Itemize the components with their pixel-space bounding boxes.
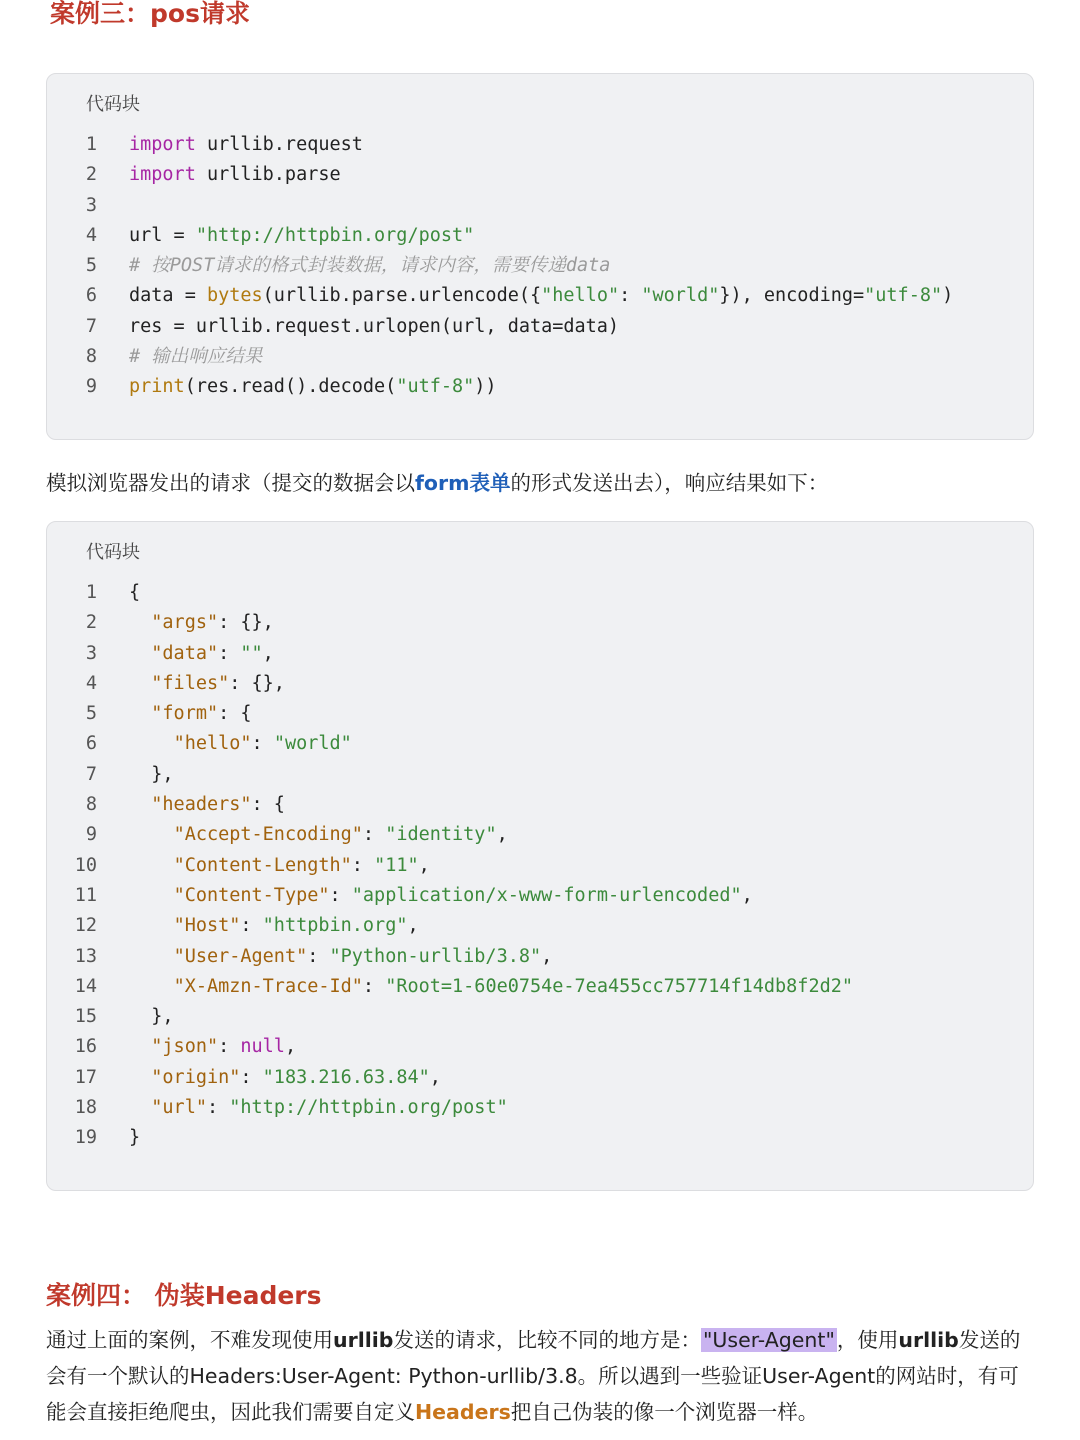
code-token: "http://httpbin.org/post" <box>195 224 475 246</box>
code-token <box>129 946 174 967</box>
code-line <box>47 820 1033 850</box>
code-token: "11" <box>374 854 419 876</box>
code-token <box>129 643 151 664</box>
code-line <box>47 851 1033 881</box>
code-text <box>129 851 430 881</box>
intro-text-end: 的形式发送出去），响应结果如下： <box>510 471 829 495</box>
user-agent-highlight: "User-Agent" <box>702 1328 835 1352</box>
code-token: : <box>218 1036 241 1058</box>
code-line <box>47 972 1033 1002</box>
text-segment: ，使用 <box>836 1328 899 1352</box>
code-token: bytes <box>206 285 263 307</box>
line-number: 19 <box>74 1127 97 1149</box>
code-token: , <box>496 824 508 846</box>
code-token: "url" <box>151 1097 207 1119</box>
code-token: : <box>240 1066 263 1088</box>
code-token: : <box>307 945 330 967</box>
code-token: "X-Amzn-Trace-Id" <box>173 975 363 997</box>
code-text <box>129 911 419 941</box>
code-token: "183.216.63.84" <box>262 1066 430 1088</box>
code-token: : {}, <box>218 612 274 634</box>
form-keyword: form表单 <box>415 471 511 495</box>
code-token: "Accept-Encoding" <box>173 824 363 846</box>
code-line <box>47 312 1033 342</box>
code-line <box>47 729 1033 759</box>
text-segment: 把自己伪装的像一个浏览器一样。 <box>510 1400 819 1424</box>
line-number: 1 <box>85 582 97 603</box>
code-text <box>129 639 274 669</box>
code-token: : <box>362 975 386 997</box>
code-token: : <box>206 1097 230 1119</box>
code-text <box>129 1093 508 1123</box>
code-line <box>47 669 1033 699</box>
code-token: import <box>129 164 196 186</box>
code-line <box>47 790 1033 820</box>
code-token: "files" <box>151 672 230 694</box>
line-number: 11 <box>74 884 97 906</box>
code-token: }, <box>129 763 174 785</box>
code-text <box>129 608 274 638</box>
line-number: 8 <box>85 794 97 816</box>
code-line <box>47 699 1033 729</box>
code-token: , <box>262 642 274 664</box>
code-token: "hello" <box>541 285 620 307</box>
code-token: }, <box>129 1006 174 1028</box>
code-line <box>47 130 1033 160</box>
headers-explanation-text <box>46 1322 1036 1430</box>
code-token <box>129 794 151 815</box>
code-token <box>129 915 174 936</box>
code-token <box>129 885 174 906</box>
code-line <box>47 342 1033 372</box>
code-text <box>129 1032 296 1062</box>
headers-keyword: Headers <box>415 1400 511 1424</box>
code-line <box>47 1093 1033 1123</box>
code-token <box>129 1097 151 1118</box>
code-token: print <box>129 376 185 398</box>
code-token: : <box>351 854 375 876</box>
code-block-label: 代码块 <box>86 94 140 115</box>
code-token: }), encoding= <box>719 285 865 307</box>
code-token: "Python-urllib/3.8" <box>329 945 542 967</box>
code-block-request <box>46 73 1034 440</box>
code-token <box>129 976 174 997</box>
code-token: url = <box>129 224 196 246</box>
code-text <box>129 972 853 1002</box>
section-title-case3: 案例三：pos请求 <box>50 0 250 28</box>
code-text <box>129 160 341 190</box>
code-token: "Host" <box>173 915 241 937</box>
code-text <box>129 729 352 759</box>
code-text <box>129 669 285 699</box>
code-token: , <box>541 945 553 967</box>
code-line <box>47 372 1033 402</box>
code-token: "args" <box>151 612 219 634</box>
text-segment: 通过上面的案例，不难发现使用 <box>46 1328 333 1352</box>
code-line <box>47 1002 1033 1032</box>
code-text <box>129 312 619 342</box>
code-lines <box>47 578 1033 1154</box>
code-token: , <box>407 915 419 937</box>
urllib-keyword: urllib <box>333 1328 394 1352</box>
code-token: : <box>218 642 241 664</box>
code-token <box>129 1067 151 1088</box>
code-token: "form" <box>151 703 219 725</box>
code-line <box>47 221 1033 251</box>
code-line <box>47 1063 1033 1093</box>
code-lines <box>47 130 1033 403</box>
code-line <box>47 1123 1033 1153</box>
code-token: "world" <box>273 733 352 755</box>
line-number: 16 <box>74 1036 97 1058</box>
line-number: 10 <box>74 854 97 876</box>
code-token <box>129 855 174 876</box>
code-token: : <box>619 285 642 307</box>
line-number: 4 <box>85 224 97 246</box>
code-token: : { <box>218 703 252 725</box>
line-number: 13 <box>74 945 97 967</box>
line-number: 7 <box>85 763 97 785</box>
code-text <box>129 130 363 160</box>
code-token: "headers" <box>151 794 252 816</box>
code-token: "hello" <box>173 733 252 755</box>
code-token: )) <box>474 376 497 398</box>
code-token: "utf-8" <box>864 285 943 307</box>
code-token: } <box>129 1127 141 1149</box>
code-token: , <box>429 1066 441 1088</box>
code-token: "httpbin.org" <box>262 915 408 937</box>
code-token: , <box>284 1036 297 1058</box>
code-token: "User-Agent" <box>173 945 308 967</box>
code-text <box>129 1063 441 1093</box>
response-intro-text <box>46 466 828 496</box>
code-text <box>129 342 262 372</box>
line-number: 12 <box>74 915 97 937</box>
code-text <box>129 881 753 911</box>
code-token: "http://httpbin.org/post" <box>229 1097 508 1119</box>
code-token: "origin" <box>151 1066 241 1088</box>
code-token <box>129 733 174 754</box>
code-token: : <box>251 733 274 755</box>
code-text <box>129 221 474 251</box>
code-token: import <box>129 134 196 155</box>
line-number: 8 <box>85 346 97 368</box>
code-token: res = urllib.request.urlopen(url, data=data) <box>129 315 620 337</box>
line-number: 14 <box>74 975 97 997</box>
code-token: # 输出响应结果 <box>129 346 263 368</box>
line-number: 2 <box>85 612 97 634</box>
code-token: data = <box>129 285 207 307</box>
text-segment: 发送的请求，比较不同的地方是： <box>393 1328 701 1352</box>
code-text <box>129 699 252 729</box>
code-token: "" <box>240 642 263 664</box>
code-token: "Root=1-60e0754e-7ea455cc757714f14db8f2d2" <box>385 975 853 997</box>
code-token: "world" <box>641 285 720 307</box>
code-token: (urllib.parse.urlencode({ <box>262 285 542 307</box>
code-text <box>129 281 953 311</box>
line-number: 3 <box>85 642 97 664</box>
code-token: urllib.request <box>195 134 363 155</box>
code-line <box>47 911 1033 941</box>
code-token <box>129 824 174 845</box>
code-line <box>47 251 1033 281</box>
intro-text-start: 模拟浏览器发出的请求（提交的数据会以 <box>46 471 415 495</box>
code-line <box>47 191 1033 221</box>
code-text <box>129 820 508 850</box>
code-token: : { <box>251 794 285 816</box>
line-number: 4 <box>85 672 97 694</box>
line-number: 17 <box>74 1066 97 1088</box>
code-line <box>47 281 1033 311</box>
code-line <box>47 639 1033 669</box>
urllib-keyword: urllib <box>898 1328 959 1352</box>
line-number: 6 <box>85 285 97 307</box>
code-token: , <box>418 854 430 876</box>
code-line <box>47 578 1033 608</box>
line-number: 9 <box>85 376 97 398</box>
code-token: , <box>741 884 753 906</box>
code-token: urllib.parse <box>195 164 341 186</box>
line-number: 7 <box>85 315 97 337</box>
code-line <box>47 1032 1033 1062</box>
code-line <box>47 760 1033 790</box>
code-line <box>47 608 1033 638</box>
code-token: "data" <box>151 642 219 664</box>
code-text <box>129 372 497 402</box>
code-block-label: 代码块 <box>86 542 140 563</box>
code-line <box>47 942 1033 972</box>
line-number: 5 <box>85 255 97 277</box>
code-token <box>129 673 151 694</box>
code-text <box>129 790 285 820</box>
code-token: : <box>329 884 352 906</box>
code-line <box>47 160 1033 190</box>
code-token <box>129 1036 151 1057</box>
line-number: 6 <box>85 733 97 755</box>
code-text <box>129 251 610 281</box>
code-token: ) <box>942 285 954 307</box>
text-segment: 发送的会有一个默认的Headers:User-Agent: Python-urllib/3.8。所以遇到一些验证User-Agent的网站时，有可能会直接拒绝爬虫，因此我们需要自定义 <box>46 1328 1021 1424</box>
code-token: "Content-Type" <box>173 884 330 906</box>
code-text <box>129 1123 140 1153</box>
code-token <box>129 612 151 633</box>
line-number: 9 <box>85 824 97 846</box>
line-number: 15 <box>74 1006 97 1028</box>
code-token <box>129 703 151 724</box>
code-text <box>129 1002 174 1032</box>
code-token: { <box>129 582 141 603</box>
code-text <box>129 578 140 608</box>
code-token: null <box>240 1036 285 1058</box>
line-number: 5 <box>85 703 97 725</box>
line-number: 1 <box>85 134 97 155</box>
code-token: "Content-Length" <box>173 854 352 876</box>
code-token: "application/x-www-form-urlencoded" <box>351 884 742 906</box>
code-text <box>129 760 174 790</box>
code-token: "identity" <box>385 824 497 846</box>
code-token: "json" <box>151 1036 219 1058</box>
code-token: : <box>240 915 263 937</box>
section-title-case4: 案例四： 伪装Headers <box>46 1281 322 1310</box>
code-token: (res.read().decode( <box>184 376 397 398</box>
code-token: "utf-8" <box>396 376 475 398</box>
line-number: 18 <box>74 1097 97 1119</box>
code-token: : <box>362 824 386 846</box>
code-token: # 按POST请求的格式封装数据，请求内容，需要传递data <box>129 255 611 277</box>
code-token: : {}, <box>229 672 285 694</box>
line-number: 2 <box>85 164 97 186</box>
code-text <box>129 942 552 972</box>
line-number: 3 <box>85 194 97 216</box>
code-block-response <box>46 521 1034 1191</box>
code-line <box>47 881 1033 911</box>
